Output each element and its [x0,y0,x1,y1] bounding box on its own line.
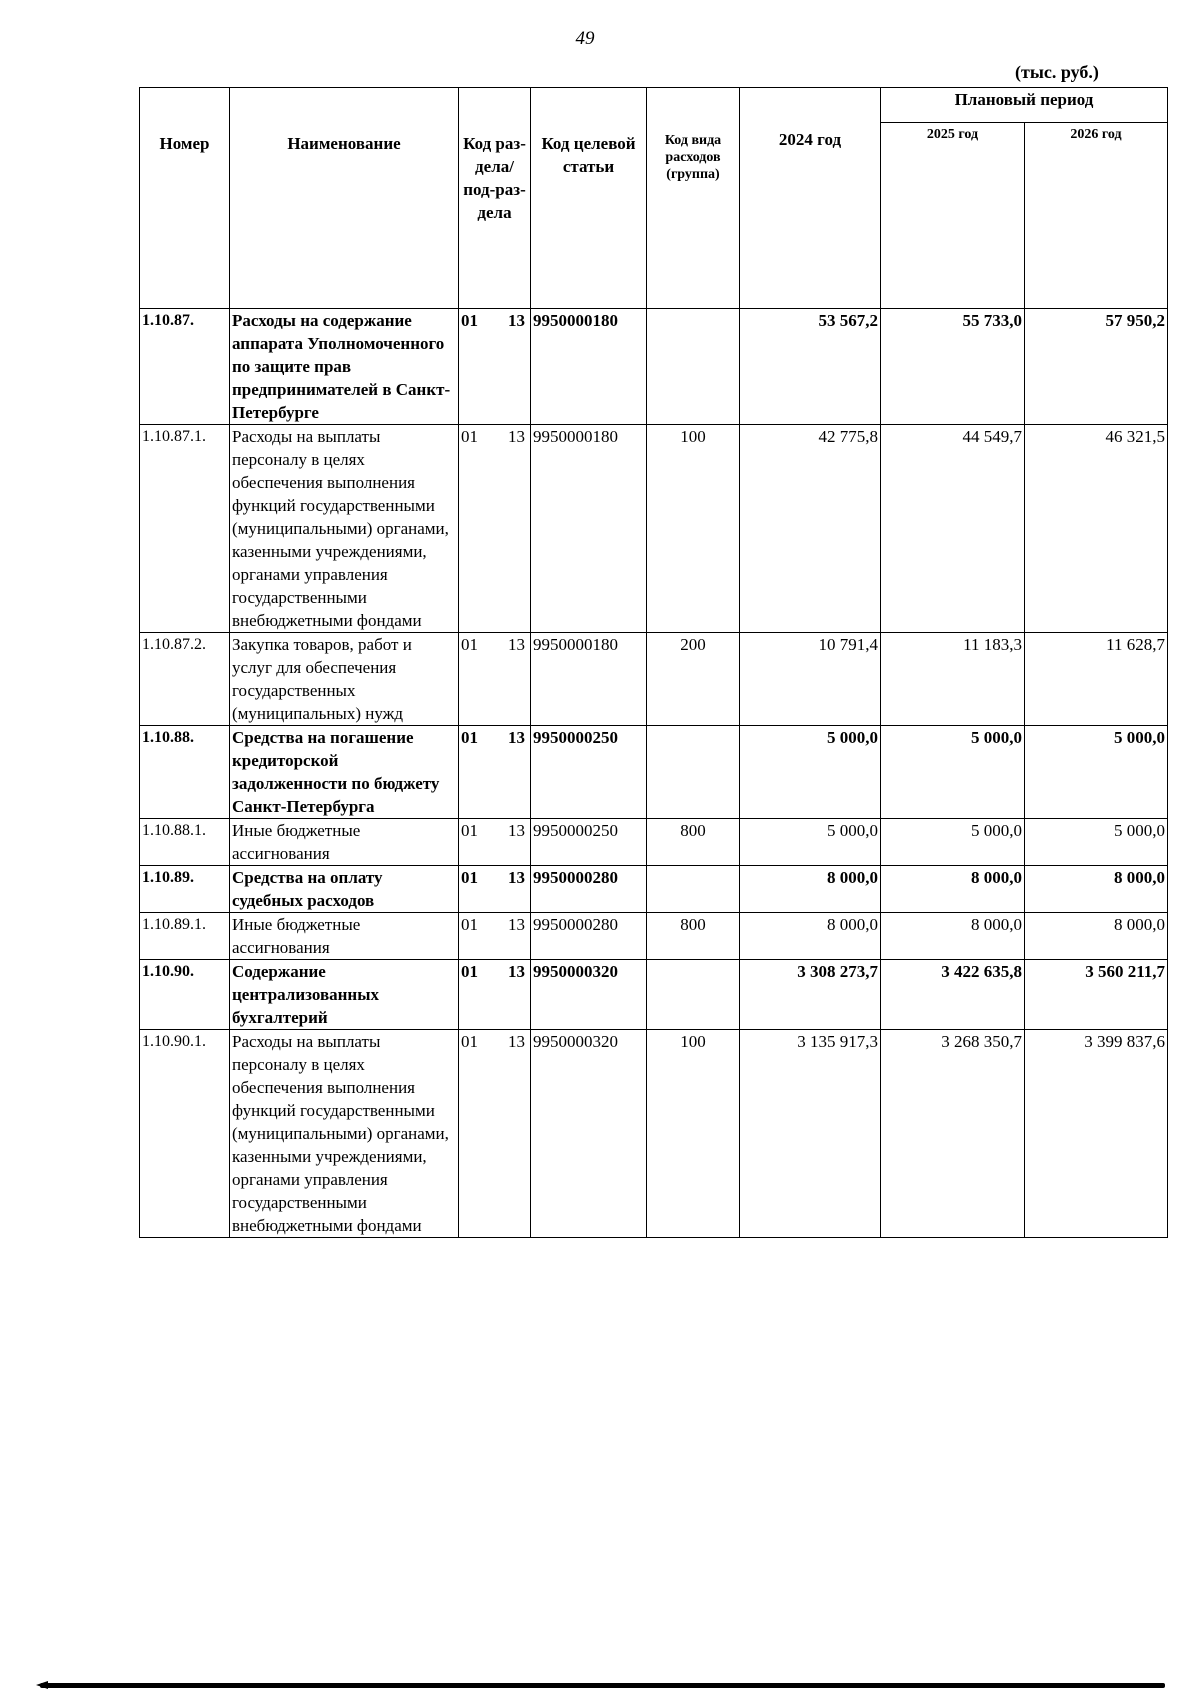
row-value-2026: 8 000,0 [1025,866,1168,913]
row-section-code [459,633,531,726]
row-expense-type: 100 [647,1030,740,1238]
table-row [140,425,1168,633]
row-value-2026: 11 628,7 [1025,633,1168,726]
row-value-2025: 11 183,3 [881,633,1025,726]
row-razdel: 01 [461,821,478,840]
row-value-2025: 3 422 635,8 [881,960,1025,1030]
row-target-code: 9950000250 [531,819,647,866]
footer-rule [40,1683,1165,1688]
header-year-2025: 2025 год [881,123,1025,309]
row-podrazdel: 13 [508,868,525,887]
row-value-2025: 55 733,0 [881,309,1025,425]
row-number: 1.10.89.1. [140,913,230,960]
row-expense-type: 800 [647,819,740,866]
row-razdel: 01 [461,915,478,934]
row-podrazdel: 13 [508,635,525,654]
row-razdel: 01 [461,635,478,654]
row-value-2024: 3 308 273,7 [740,960,881,1030]
header-target-code: Код целевой статьи [531,88,647,309]
row-section-code [459,866,531,913]
row-value-2026: 3 399 837,6 [1025,1030,1168,1238]
row-number: 1.10.90.1. [140,1030,230,1238]
row-name: Содержание централизованных бухгалтерий [230,960,459,1030]
row-target-code: 9950000180 [531,425,647,633]
row-name: Средства на оплату судебных расходов [230,866,459,913]
header-year-2024: 2024 год [740,88,881,309]
row-name: Расходы на выплаты персоналу в целях обеспечения выполнения функций государственными (муниципальными) органами, казенными учреждениями, органами управления государственными внебюджетными фондами [230,425,459,633]
row-target-code: 9950000180 [531,309,647,425]
row-name: Иные бюджетные ассигнования [230,913,459,960]
row-section-code [459,819,531,866]
header-number: Номер [140,88,230,309]
row-razdel: 01 [461,728,478,747]
row-section-code [459,960,531,1030]
row-razdel: 01 [461,868,478,887]
row-razdel: 01 [461,311,478,330]
row-razdel: 01 [461,962,478,981]
row-number: 1.10.88. [140,726,230,819]
row-section-code [459,913,531,960]
row-name: Расходы на содержание аппарата Уполномоченного по защите прав предпринимателей в Санкт-Петербурге [230,309,459,425]
row-value-2026: 5 000,0 [1025,819,1168,866]
row-number: 1.10.87.2. [140,633,230,726]
row-podrazdel: 13 [508,962,525,981]
header-name: Наименование [230,88,459,309]
row-target-code: 9950000280 [531,913,647,960]
row-podrazdel: 13 [508,1032,525,1051]
table-row [140,633,1168,726]
row-value-2026: 8 000,0 [1025,913,1168,960]
row-section-code [459,309,531,425]
row-value-2024: 10 791,4 [740,633,881,726]
row-podrazdel: 13 [508,728,525,747]
units-label: (тыс. руб.) [1015,62,1099,82]
row-number: 1.10.90. [140,960,230,1030]
row-expense-type [647,866,740,913]
row-number: 1.10.87. [140,309,230,425]
row-razdel: 01 [461,1032,478,1051]
row-value-2026: 5 000,0 [1025,726,1168,819]
row-value-2024: 5 000,0 [740,726,881,819]
row-podrazdel: 13 [508,821,525,840]
row-expense-type [647,309,740,425]
row-value-2024: 53 567,2 [740,309,881,425]
row-podrazdel: 13 [508,915,525,934]
row-name: Средства на погашение кредиторской задолженности по бюджету Санкт-Петербурга [230,726,459,819]
row-number: 1.10.89. [140,866,230,913]
row-section-code [459,425,531,633]
row-value-2025: 3 268 350,7 [881,1030,1025,1238]
budget-table [139,87,1168,1238]
table-row [140,819,1168,866]
row-razdel: 01 [461,427,478,446]
header-planned-period: Плановый период [881,88,1168,123]
table-row [140,960,1168,1030]
row-value-2024: 8 000,0 [740,913,881,960]
row-podrazdel: 13 [508,311,525,330]
table-row [140,1030,1168,1238]
table-row [140,913,1168,960]
row-expense-type: 200 [647,633,740,726]
row-expense-type: 800 [647,913,740,960]
row-value-2026: 46 321,5 [1025,425,1168,633]
page-number: 49 [575,28,595,49]
table-row [140,866,1168,913]
table-row [140,726,1168,819]
row-value-2025: 8 000,0 [881,866,1025,913]
row-number: 1.10.88.1. [140,819,230,866]
row-expense-type: 100 [647,425,740,633]
header-year-2026: 2026 год [1025,123,1168,309]
row-value-2024: 5 000,0 [740,819,881,866]
row-number: 1.10.87.1. [140,425,230,633]
row-target-code: 9950000320 [531,960,647,1030]
header-section-code: Код раз-дела/ под-раз-дела [459,88,531,309]
row-value-2024: 8 000,0 [740,866,881,913]
row-section-code [459,1030,531,1238]
row-expense-type [647,960,740,1030]
row-value-2024: 42 775,8 [740,425,881,633]
row-section-code [459,726,531,819]
row-name: Закупка товаров, работ и услуг для обеспечения государственных (муниципальных) нужд [230,633,459,726]
row-podrazdel: 13 [508,427,525,446]
row-value-2025: 5 000,0 [881,819,1025,866]
header-expense-type-code: Код вида расходов (группа) [647,88,740,309]
row-value-2026: 3 560 211,7 [1025,960,1168,1030]
row-value-2026: 57 950,2 [1025,309,1168,425]
row-expense-type [647,726,740,819]
row-value-2025: 5 000,0 [881,726,1025,819]
row-target-code: 9950000320 [531,1030,647,1238]
row-name: Иные бюджетные ассигнования [230,819,459,866]
row-target-code: 9950000250 [531,726,647,819]
row-target-code: 9950000180 [531,633,647,726]
row-value-2025: 8 000,0 [881,913,1025,960]
row-target-code: 9950000280 [531,866,647,913]
row-name: Расходы на выплаты персоналу в целях обеспечения выполнения функций государственными (муниципальными) органами, казенными учреждениями, органами управления государственными внебюджетными фондами [230,1030,459,1238]
table-row [140,309,1168,425]
row-value-2025: 44 549,7 [881,425,1025,633]
row-value-2024: 3 135 917,3 [740,1030,881,1238]
